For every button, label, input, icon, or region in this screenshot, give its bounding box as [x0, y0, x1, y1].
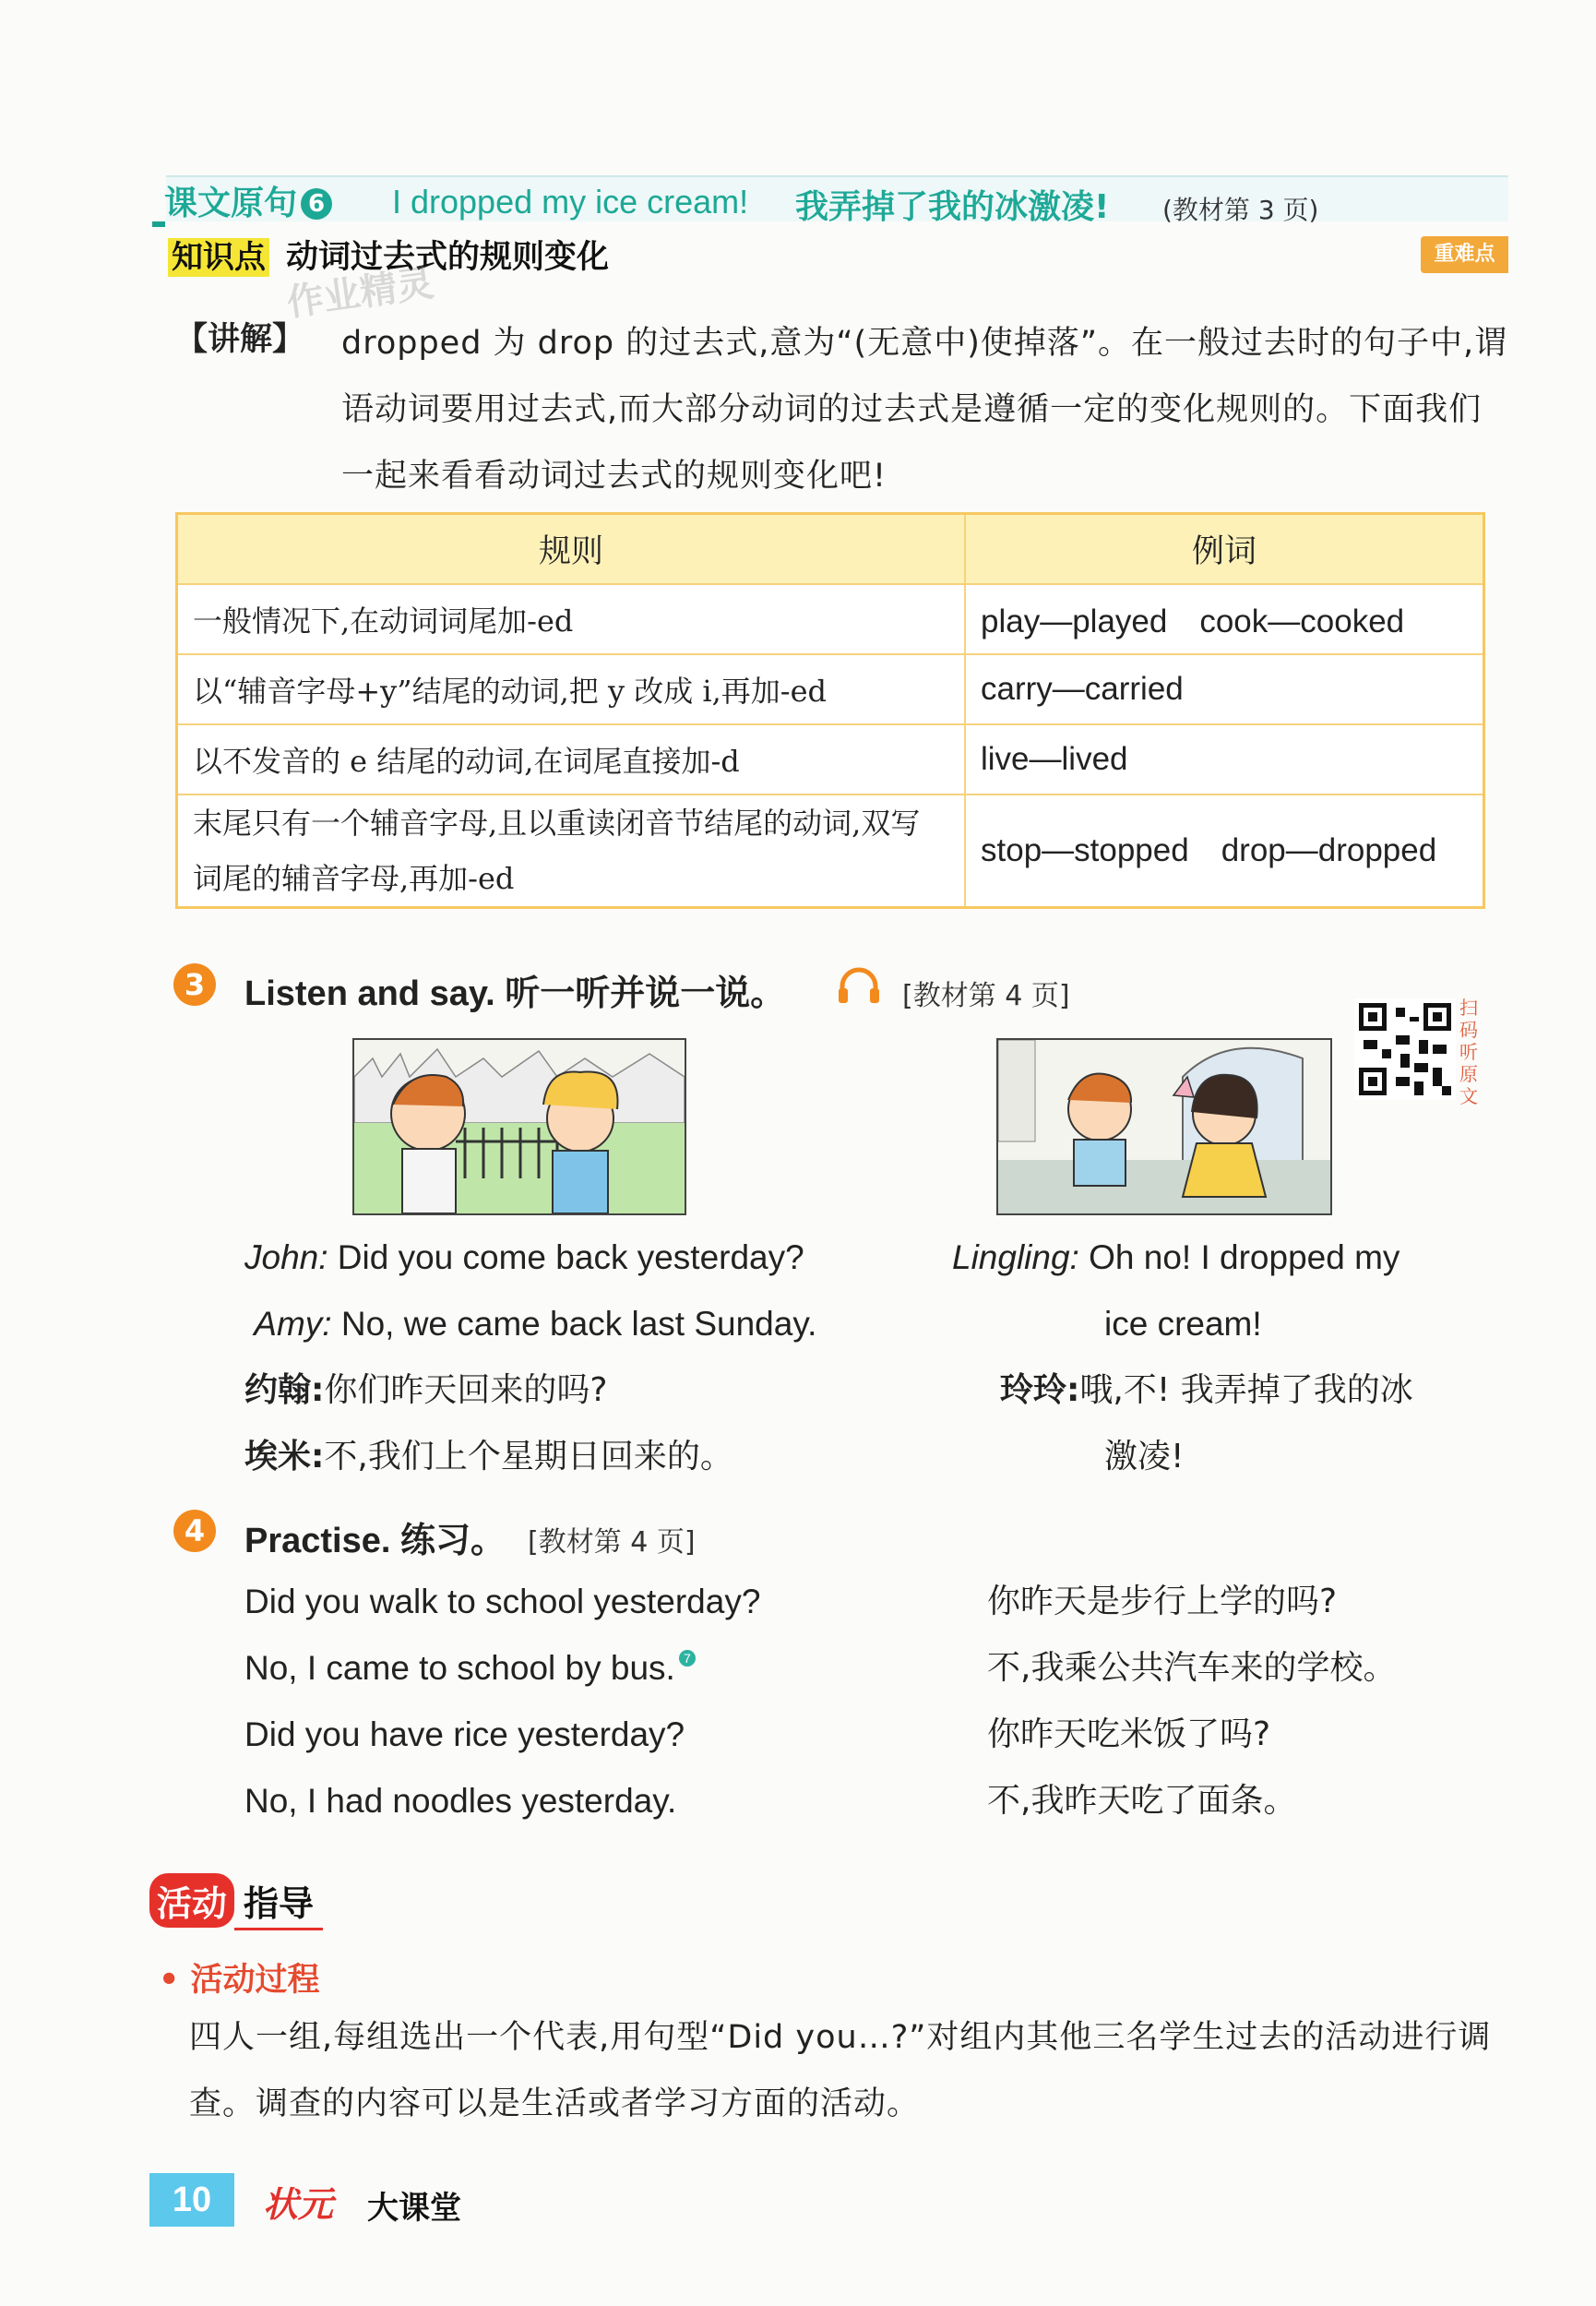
header-english: I dropped my ice cream!	[392, 183, 749, 221]
explain-text: dropped 为 drop 的过去式,意为“(无意中)使掉落”。在一般过去时的句子中,谓语动词要用过去式,而大部分动词的过去式是遵循一定的变化规则的。下面我们一起来看看动词过去式的规则变化吧!	[341, 325, 1508, 495]
illustration-john-amy	[352, 1038, 686, 1215]
practise-line: 不,我昨天吃了面条。	[987, 1782, 1297, 1820]
practise-chinese	[987, 1569, 1396, 1834]
rules-table	[175, 512, 1485, 909]
header-chinese: 我弄掉了我的冰激凌!	[795, 188, 1110, 226]
table-header-example: 例词	[965, 514, 1484, 585]
header-reference: (教材第 3 页)	[1162, 195, 1319, 225]
section-3-title: Listen and say. 听一听并说一说。	[244, 974, 786, 1013]
practise-line: 你昨天吃米饭了吗?	[987, 1715, 1271, 1753]
illustration-lingling	[996, 1038, 1332, 1215]
dialogue-left	[244, 1225, 816, 1490]
example-cell: carry—carried	[965, 654, 1484, 724]
activity-guide-badge	[149, 1873, 323, 1930]
utterance: 哦,不! 我弄掉了我的冰	[1079, 1371, 1413, 1409]
lesson-sentence-label: 课文原句 6	[164, 177, 332, 224]
page-number: 10	[149, 2173, 234, 2227]
dialogue-line	[952, 1424, 1413, 1490]
rule-cell: 一般情况下,在动词词尾加-ed	[177, 584, 966, 654]
qr-code[interactable]	[1354, 998, 1456, 1100]
practise-line: Did you walk to school yesterday?	[244, 1583, 761, 1620]
rule-cell: 末尾只有一个辅音字母,且以重读闭音节结尾的动词,双写词尾的辅音字母,再加-ed	[177, 795, 966, 908]
practise-line: 你昨天是步行上学的吗?	[987, 1583, 1338, 1620]
example-cell: stop—stopped drop—dropped	[965, 795, 1484, 908]
knowledge-tag: 知识点	[168, 238, 269, 277]
dialogue-line	[244, 1291, 816, 1357]
practise-english	[244, 1569, 760, 1834]
dialogue-line	[952, 1225, 1413, 1291]
header-accent	[152, 221, 165, 227]
dialogue-line	[952, 1357, 1413, 1424]
note-marker: 7	[679, 1650, 696, 1667]
explain-tag: 【讲解】	[175, 321, 305, 358]
table-row	[177, 724, 1484, 795]
dialogue-line	[952, 1291, 1413, 1357]
utterance: 你们昨天回来的吗?	[324, 1371, 608, 1409]
activity-badge-a: 活动	[149, 1873, 234, 1928]
activity-text: 四人一组,每组选出一个代表,用句型“Did you…?”对组内其他三名学生过去的活动进行调查。调查的内容可以是生活或者学习方面的活动。	[189, 2019, 1492, 2122]
table-header-row	[177, 514, 1484, 585]
utterance: No, we came back last Sunday.	[340, 1305, 817, 1343]
speaker: Lingling:	[952, 1238, 1079, 1276]
utterance: Did you come back yesterday?	[337, 1238, 804, 1276]
section-4-reference: [教材第 4 页]	[528, 1526, 696, 1559]
table-row	[177, 795, 1484, 908]
speaker: 玲玲:	[1000, 1371, 1080, 1409]
section-3-number: 3	[173, 963, 216, 1006]
utterance: ice cream!	[1104, 1305, 1262, 1343]
practise-line: No, I had noodles yesterday.	[244, 1782, 677, 1820]
speaker: John:	[244, 1238, 328, 1276]
speaker: 约翰:	[244, 1371, 325, 1409]
example-cell: play—played cook—cooked	[965, 584, 1484, 654]
dialogue-line	[244, 1357, 816, 1424]
section-4-number: 4	[173, 1510, 216, 1552]
watermark: 作业精灵	[284, 262, 436, 325]
section-4-title: Practise. 练习。	[244, 1522, 506, 1560]
key-point-badge: 重难点	[1421, 236, 1508, 273]
utterance: Oh no! I dropped my	[1089, 1238, 1400, 1276]
activity-subtitle: • 活动过程	[159, 1962, 320, 1999]
qr-caption: 扫码听原文	[1459, 997, 1478, 1107]
utterance: 不,我们上个星期日回来的。	[324, 1438, 733, 1476]
dialogue-line	[244, 1424, 816, 1490]
dialogue-right	[952, 1225, 1413, 1490]
rule-cell: 以“辅音字母+y”结尾的动词,把 y 改成 i,再加-ed	[177, 654, 966, 724]
table-header-rule: 规则	[177, 514, 966, 585]
headphone-icon[interactable]	[837, 964, 881, 1009]
knowledge-title: 动词过去式的规则变化	[286, 239, 610, 276]
dialogue-line	[244, 1225, 816, 1291]
practise-line: Did you have rice yesterday?	[244, 1715, 685, 1753]
speaker: 埃米:	[244, 1438, 325, 1476]
activity-badge-b: 指导	[234, 1873, 323, 1930]
table-row	[177, 584, 1484, 654]
brand-suffix: 大课堂	[367, 2190, 461, 2227]
speaker: Amy:	[254, 1305, 332, 1343]
practise-line: No, I came to school by bus. 7	[244, 1635, 760, 1702]
rule-cell: 以不发音的 e 结尾的动词,在词尾直接加-d	[177, 724, 966, 795]
section-3-reference: [教材第 4 页]	[902, 980, 1070, 1012]
example-cell: live—lived	[965, 724, 1484, 795]
lesson-sentence-number: 6	[301, 188, 332, 220]
brand-logo: 状元	[263, 2184, 334, 2225]
practise-line: 不,我乘公共汽车来的学校。	[987, 1649, 1397, 1687]
utterance: 激凌!	[1104, 1438, 1185, 1476]
table-row	[177, 654, 1484, 724]
